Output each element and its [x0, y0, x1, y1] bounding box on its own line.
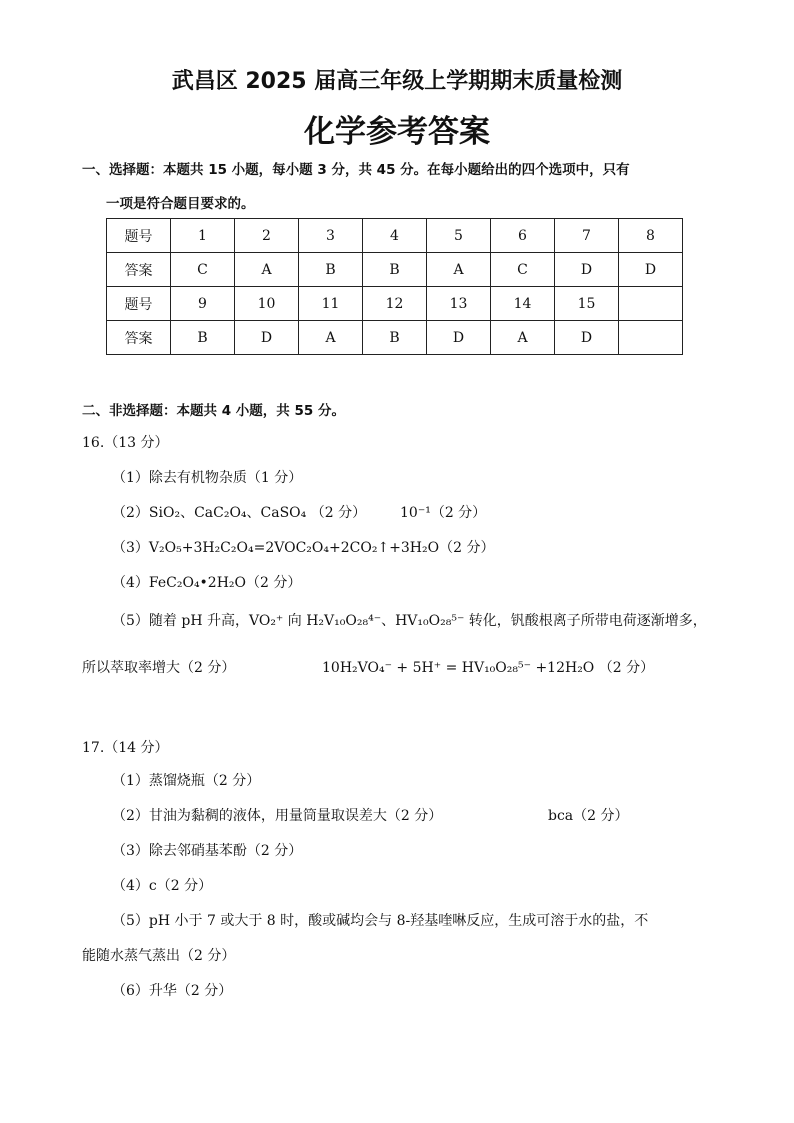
table-cell: B	[363, 253, 427, 287]
table-cell: 8	[619, 219, 683, 253]
table-cell	[619, 321, 683, 355]
table-cell: 6	[491, 219, 555, 253]
table-cell: 12	[363, 287, 427, 321]
table-cell: 11	[299, 287, 363, 321]
section2-heading: 二、非选择题：本题共 4 小题，共 55 分。	[82, 403, 345, 419]
table-row	[107, 287, 683, 321]
table-cell: D	[235, 321, 299, 355]
table-row-header: 题号	[107, 287, 171, 321]
q16-answer-2: （2）SiO₂、CaC₂O₄、CaSO₄ （2 分）	[112, 505, 367, 521]
table-cell: A	[235, 253, 299, 287]
table-cell: 13	[427, 287, 491, 321]
table-cell: 2	[235, 219, 299, 253]
table-cell: D	[619, 253, 683, 287]
table-cell: 3	[299, 219, 363, 253]
table-cell: 15	[555, 287, 619, 321]
answer-table	[106, 218, 683, 355]
table-cell: B	[171, 321, 235, 355]
section1-heading: 一、选择题：本题共 15 小题，每小题 3 分，共 45 分。在每小题给出的四个选项中，只有	[82, 162, 630, 178]
q17-answer-2: （2）甘油为黏稠的液体，用量筒量取误差大（2 分）	[112, 808, 443, 824]
table-cell: B	[363, 321, 427, 355]
q17-answer-2b: bca（2 分）	[548, 808, 629, 824]
table-row	[107, 321, 683, 355]
q16-answer-4: （4）FeC₂O₄•2H₂O（2 分）	[112, 575, 302, 591]
table-cell: 5	[427, 219, 491, 253]
table-cell: A	[491, 321, 555, 355]
table-cell: B	[299, 253, 363, 287]
table-cell: A	[427, 253, 491, 287]
q17-answer-3: （3）除去邻硝基苯酚（2 分）	[112, 843, 303, 859]
table-cell: D	[427, 321, 491, 355]
q16-answer-1: （1）除去有机物杂质（1 分）	[112, 470, 303, 486]
q17-answer-1: （1）蒸馏烧瓶（2 分）	[112, 773, 261, 789]
table-row	[107, 219, 683, 253]
q17-answer-4: （4）c（2 分）	[112, 878, 213, 894]
table-cell: 1	[171, 219, 235, 253]
q17-answer-5: （5）pH 小于 7 或大于 8 时，酸或碱均会与 8-羟基喹啉反应，生成可溶于水的盐，不	[112, 913, 649, 929]
q17-answer-6: （6）升华（2 分）	[112, 983, 233, 999]
table-cell: A	[299, 321, 363, 355]
section1-heading-cont: 一项是符合题目要求的。	[106, 196, 255, 212]
table-cell: 9	[171, 287, 235, 321]
q16-answer-3: （3）V₂O₅+3H₂C₂O₄=2VOC₂O₄+2CO₂↑+3H₂O（2 分）	[112, 540, 495, 556]
q17-answer-5-cont: 能随水蒸气蒸出（2 分）	[82, 948, 236, 964]
q17-title: 17.（14 分）	[82, 740, 169, 756]
table-row-header: 题号	[107, 219, 171, 253]
table-cell: 7	[555, 219, 619, 253]
table-cell: 14	[491, 287, 555, 321]
table-cell: C	[491, 253, 555, 287]
table-row	[107, 253, 683, 287]
q16-title: 16.（13 分）	[82, 435, 169, 451]
q16-answer-5: （5）随着 pH 升高，VO₂⁺ 向 H₂V₁₀O₂₈⁴⁻、HV₁₀O₂₈⁵⁻ 转化，钒酸根离子所带电荷逐渐增多，	[112, 613, 707, 629]
table-cell: C	[171, 253, 235, 287]
table-row-header: 答案	[107, 321, 171, 355]
table-cell: 10	[235, 287, 299, 321]
q16-answer-2b: 10⁻¹（2 分）	[400, 505, 487, 521]
document-subtitle: 化学参考答案	[304, 114, 490, 150]
q16-answer-5-equation: 10H₂VO₄⁻ + 5H⁺ = HV₁₀O₂₈⁵⁻ +12H₂O （2 分）	[322, 660, 655, 676]
table-cell: D	[555, 253, 619, 287]
table-cell: D	[555, 321, 619, 355]
table-row-header: 答案	[107, 253, 171, 287]
document-title: 武昌区 2025 届高三年级上学期期末质量检测	[171, 69, 623, 94]
table-cell: 4	[363, 219, 427, 253]
table-cell	[619, 287, 683, 321]
q16-answer-5-cont: 所以萃取率增大（2 分）	[82, 660, 236, 676]
